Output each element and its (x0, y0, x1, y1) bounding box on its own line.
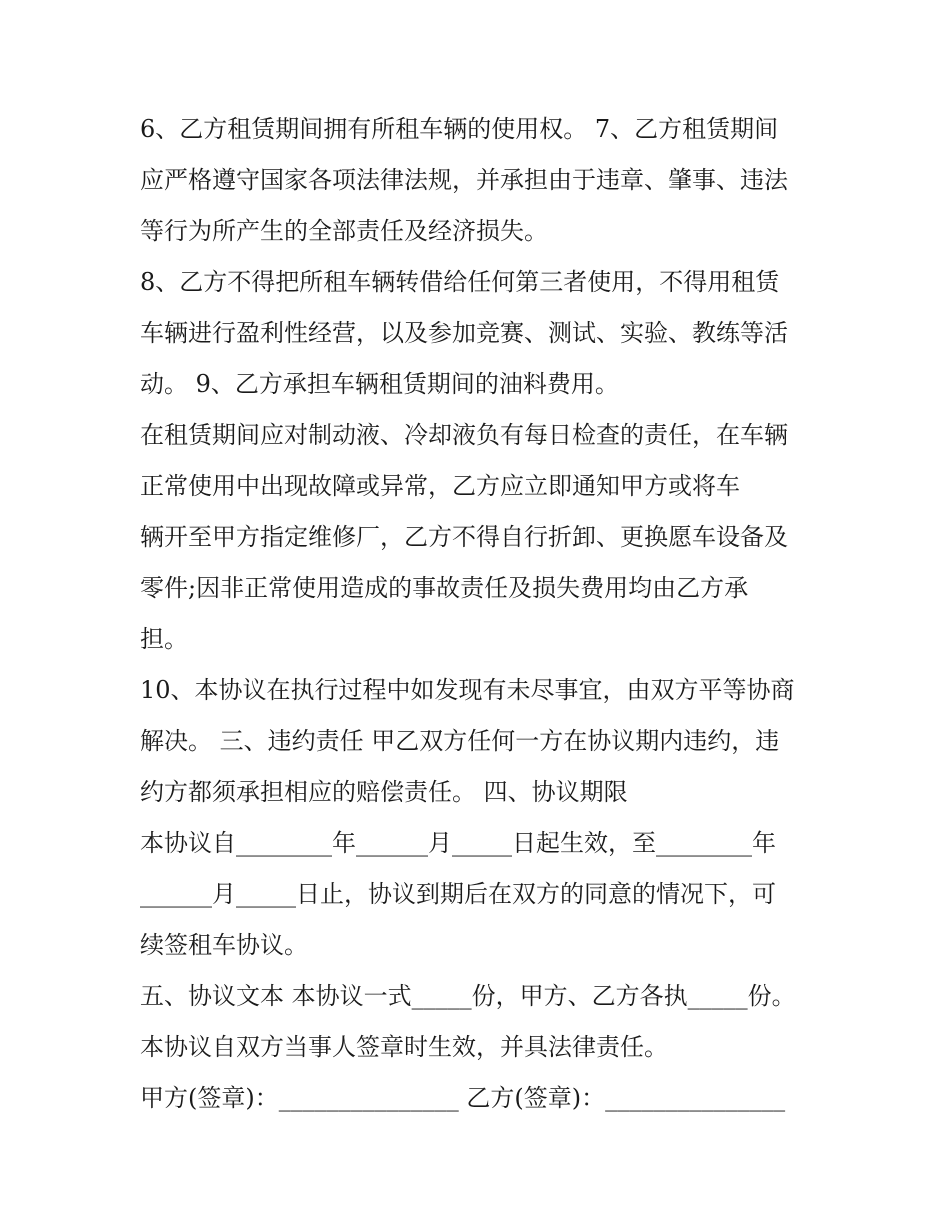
text-line: 车辆进行盈利性经营，以及参加竞赛、测试、实验、教练等活 (140, 319, 788, 347)
text-line: 10、本协议在执行过程中如发现有未尽事宜，由双方平等协商 (140, 676, 795, 704)
text-line: 应严格遵守国家各项法律法规，并承担由于违章、肇事、违法 (140, 166, 788, 194)
text-line: 动。 9、乙方承担车辆租赁期间的油料费用。 (140, 370, 619, 398)
text-line: 约方都须承担相应的赔偿责任。 四、协议期限 (140, 778, 628, 806)
text-line: 辆开至甲方指定维修厂，乙方不得自行折卸、更换愿车设备及 (140, 523, 788, 551)
text-line: 本协议自________年______月_____日起生效，至________年 (140, 829, 776, 857)
text-line: 在租赁期间应对制动液、冷却液负有每日检查的责任，在车辆 (140, 421, 788, 449)
text-line: ______月_____日止，协议到期后在双方的同意的情况下，可 (140, 880, 776, 908)
text-line: 续签租车协议。 (140, 931, 308, 959)
text-line: 正常使用中出现故障或异常，乙方应立即通知甲方或将车 (140, 472, 740, 500)
text-line: 零件;因非正常使用造成的事故责任及损失费用均由乙方承 (140, 574, 749, 602)
text-line: 本协议自双方当事人签章时生效，并具法律责任。 (140, 1033, 668, 1061)
document-body (140, 104, 840, 1124)
text-line: 担。 (140, 625, 188, 653)
text-line: 五、协议文本 本协议一式_____份，甲方、乙方各执_____份。 (140, 982, 796, 1010)
signature-line: 甲方(签章)：_______________ 乙方(签章)：_______________ (140, 1084, 786, 1112)
text-line: 解决。 三、违约责任 甲乙双方任何一方在协议期内违约，违 (140, 727, 780, 755)
text-line: 8、乙方不得把所租车辆转借给任何第三者使用，不得用租赁 (140, 268, 780, 296)
text-line: 等行为所产生的全部责任及经济损失。 (140, 217, 548, 245)
text-line: 6、乙方租赁期间拥有所租车辆的使用权。 7、乙方租赁期间 (140, 115, 779, 143)
